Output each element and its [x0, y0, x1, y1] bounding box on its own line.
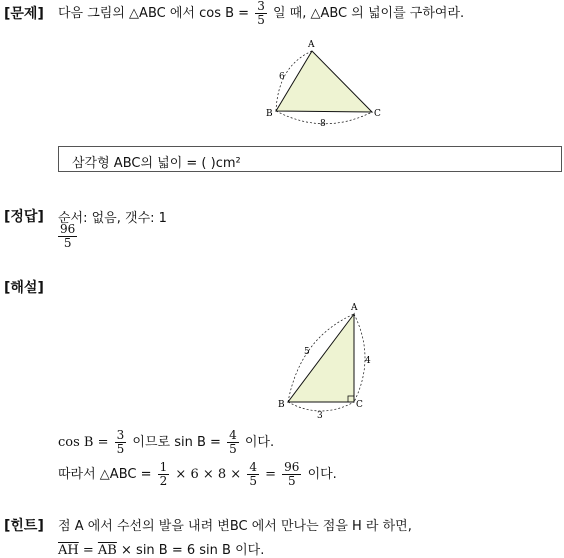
problem-statement — [58, 0, 464, 27]
explanation-line-2-end: 이다. — [307, 467, 337, 482]
side-ab-label: 5 — [304, 347, 310, 357]
fraction-numerator: 1 — [159, 460, 168, 474]
fraction-denominator: 5 — [229, 442, 237, 456]
answer-tag: [정답] — [4, 209, 44, 225]
hint-equals: = — [82, 543, 94, 558]
answer-value — [58, 223, 79, 250]
hint-line-1-text: 점 A 에서 수선의 발을 내려 변BC 에서 만나는 점을 H 라 하면, — [58, 519, 412, 534]
fraction-denominator: 2 — [159, 474, 168, 488]
explanation-triangle-figure — [276, 300, 380, 422]
answer-numerator: 96 — [60, 222, 76, 236]
side-bc-label: 3 — [317, 411, 323, 421]
explanation-tag: [해설] — [4, 280, 44, 296]
explanation-cos-fraction — [115, 429, 127, 456]
fraction-denominator: 5 — [287, 474, 296, 488]
cos-b-fraction — [255, 0, 267, 27]
side-bc-label: 8 — [320, 119, 326, 128]
cos-b-numerator: 3 — [257, 0, 265, 13]
problem-suffix: 일 때, △ABC 의 넓이를 구하여라. — [272, 6, 465, 21]
answer-meta-text: 순서: 없음, 갯수: 1 — [58, 211, 167, 226]
problem-tag: [문제] — [4, 6, 44, 22]
vertex-c-label: C — [374, 109, 381, 119]
problem-triangle — [276, 51, 372, 112]
hint-line-2-rest: × sin B = 6 sin B 이다. — [121, 543, 265, 558]
hint-tag: [힌트] — [4, 518, 44, 534]
fraction-numerator: 96 — [284, 460, 300, 474]
explanation-line-1 — [58, 429, 274, 456]
explanation-triangle — [288, 314, 354, 402]
explanation-half-fraction — [158, 461, 170, 488]
fraction-numerator: 3 — [116, 428, 125, 442]
side-ac-arc — [354, 314, 365, 402]
explanation-result-fraction — [282, 461, 301, 488]
fraction-denominator: 5 — [116, 442, 125, 456]
fraction-numerator: 4 — [249, 460, 257, 474]
problem-prefix: 다음 그림의 △ABC 에서 cos B = — [58, 6, 250, 21]
vertex-c-label: C — [356, 400, 363, 410]
vertex-b-label: B — [266, 109, 273, 119]
cos-b-denominator: 5 — [257, 13, 265, 27]
explanation-line-1-end: 이다. — [244, 435, 275, 450]
side-ab-label: 6 — [279, 72, 285, 82]
segment-ab: $\overline{AB}$ — [97, 543, 117, 558]
answer-denominator: 5 — [63, 236, 72, 250]
answer-fraction — [58, 223, 77, 250]
vertex-a-label: A — [308, 40, 315, 50]
explanation-product: × 6 × 8 × — [175, 467, 242, 482]
answer-box — [58, 146, 562, 172]
hint-line-2 — [58, 539, 264, 558]
answer-box-text: 삼각형 ABC의 넓이 = ( )cm² — [72, 156, 241, 171]
explanation-sin-value-fraction — [247, 461, 259, 488]
problem-triangle-figure — [262, 36, 390, 128]
explanation-cos-b: cos B = — [58, 435, 109, 450]
fraction-denominator: 5 — [249, 474, 257, 488]
vertex-b-label: B — [278, 400, 285, 410]
segment-ah: $\overline{AH}$ — [58, 543, 79, 558]
explanation-sin-fraction — [227, 429, 239, 456]
explanation-line-2 — [58, 461, 337, 488]
side-ac-label: 4 — [365, 356, 371, 366]
fraction-numerator: 4 — [229, 428, 237, 442]
hint-line-1 — [58, 515, 412, 534]
vertex-a-label: A — [351, 303, 358, 313]
explanation-area-prefix: 따라서 △ABC = — [58, 467, 152, 482]
explanation-equals: = — [265, 467, 276, 482]
explanation-sin-b: 이므로 sin B = — [132, 435, 221, 450]
side-bc-arc — [288, 402, 354, 411]
